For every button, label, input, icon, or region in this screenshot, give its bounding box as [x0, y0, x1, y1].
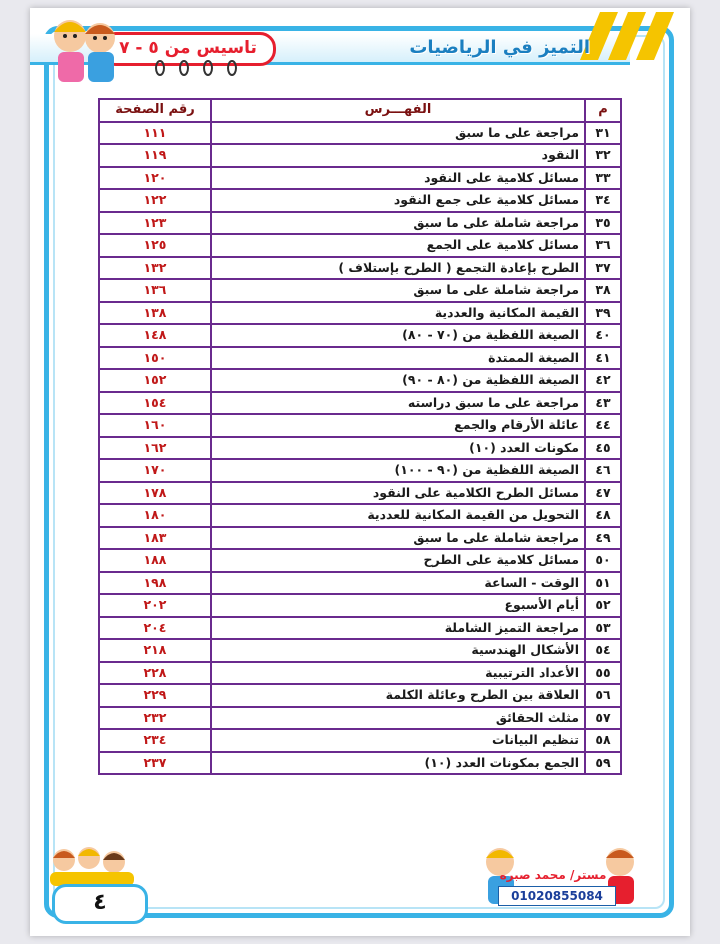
- row-topic: الجمع بمكونات العدد (١٠): [211, 752, 585, 775]
- row-topic: مثلث الحقائق: [211, 707, 585, 730]
- row-topic: القيمة المكانية والعددية: [211, 302, 585, 325]
- row-number: ٥٤: [585, 639, 621, 662]
- row-topic: مراجعة التميز الشاملة: [211, 617, 585, 640]
- row-number: ٤٩: [585, 527, 621, 550]
- table-body: [99, 122, 621, 775]
- row-page: ١٣٨: [99, 302, 211, 325]
- row-number: ٥٧: [585, 707, 621, 730]
- table-row: [99, 212, 621, 235]
- row-number: ٣١: [585, 122, 621, 145]
- row-topic: أيام الأسبوع: [211, 594, 585, 617]
- row-topic: تنظيم البيانات: [211, 729, 585, 752]
- row-page: ١٧٨: [99, 482, 211, 505]
- table-row: [99, 617, 621, 640]
- row-page: ١٦٢: [99, 437, 211, 460]
- row-page: ١١١: [99, 122, 211, 145]
- row-page: ١٥٠: [99, 347, 211, 370]
- row-number: ٤٥: [585, 437, 621, 460]
- row-number: ٥٥: [585, 662, 621, 685]
- row-topic: النقود: [211, 144, 585, 167]
- author-name: مستر/ محمد صبره: [499, 868, 607, 882]
- row-page: ١٣٢: [99, 257, 211, 280]
- row-topic: مراجعة شاملة على ما سبق: [211, 212, 585, 235]
- row-topic: مراجعة على ما سبق دراسته: [211, 392, 585, 415]
- row-number: ٣٥: [585, 212, 621, 235]
- row-number: ٤٨: [585, 504, 621, 527]
- row-page: ١٧٠: [99, 459, 211, 482]
- row-number: ٥٦: [585, 684, 621, 707]
- table-row: [99, 729, 621, 752]
- row-number: ٥٣: [585, 617, 621, 640]
- table-row: [99, 324, 621, 347]
- row-topic: مسائل كلامية على جمع النقود: [211, 189, 585, 212]
- row-number: ٣٧: [585, 257, 621, 280]
- row-number: ٥١: [585, 572, 621, 595]
- row-page: ١١٩: [99, 144, 211, 167]
- table-row: [99, 594, 621, 617]
- row-page: ١٢٠: [99, 167, 211, 190]
- kids-bottom-illustration-icon: [44, 838, 144, 888]
- table-row: [99, 347, 621, 370]
- table-row: [99, 144, 621, 167]
- book-title: التميز في الرياضيات: [409, 37, 590, 58]
- table-row: [99, 122, 621, 145]
- row-topic: مراجعة شاملة على ما سبق: [211, 527, 585, 550]
- row-topic: عائلة الأرقام والجمع: [211, 414, 585, 437]
- row-topic: الأعداد الترتيبية: [211, 662, 585, 685]
- row-number: ٥٠: [585, 549, 621, 572]
- kids-illustration-icon: [40, 8, 130, 98]
- row-page: ١٨٨: [99, 549, 211, 572]
- row-number: ٤٧: [585, 482, 621, 505]
- table-row: [99, 392, 621, 415]
- row-number: ٤٠: [585, 324, 621, 347]
- row-page: ١٣٦: [99, 279, 211, 302]
- row-page: ١٩٨: [99, 572, 211, 595]
- row-page: ٢٠٤: [99, 617, 211, 640]
- column-header-page: رقم الصفحة: [99, 99, 211, 122]
- table-row: [99, 279, 621, 302]
- table-row: [99, 189, 621, 212]
- row-topic: مراجعة شاملة على ما سبق: [211, 279, 585, 302]
- row-number: ٤١: [585, 347, 621, 370]
- row-topic: مسائل كلامية على الجمع: [211, 234, 585, 257]
- row-number: ٤٢: [585, 369, 621, 392]
- row-page: ١٨٠: [99, 504, 211, 527]
- row-number: ٣٦: [585, 234, 621, 257]
- table-row: [99, 234, 621, 257]
- row-topic: العلاقة بين الطرح وعائلة الكلمة: [211, 684, 585, 707]
- table-row: [99, 662, 621, 685]
- row-page: ١٢٥: [99, 234, 211, 257]
- row-topic: التحويل من القيمة المكانية للعددية: [211, 504, 585, 527]
- row-number: ٥٩: [585, 752, 621, 775]
- table-of-contents: [98, 98, 622, 775]
- row-number: ٣٤: [585, 189, 621, 212]
- row-page: ١٥٤: [99, 392, 211, 415]
- row-topic: مسائل كلامية على الطرح: [211, 549, 585, 572]
- table-row: [99, 369, 621, 392]
- table-row: [99, 302, 621, 325]
- table-row: [99, 459, 621, 482]
- row-number: ٣٢: [585, 144, 621, 167]
- row-topic: مسائل الطرح الكلامية على النقود: [211, 482, 585, 505]
- page-number: ٤: [52, 884, 148, 924]
- row-page: ١٤٨: [99, 324, 211, 347]
- row-topic: مراجعة على ما سبق: [211, 122, 585, 145]
- table-row: [99, 639, 621, 662]
- row-topic: الصيغة اللفظية من (٧٠ - ٨٠): [211, 324, 585, 347]
- row-page: ٢٣٤: [99, 729, 211, 752]
- table-row: [99, 482, 621, 505]
- row-number: ٥٢: [585, 594, 621, 617]
- row-page: ٢٢٨: [99, 662, 211, 685]
- row-topic: الوقت - الساعة: [211, 572, 585, 595]
- row-page: ١٥٢: [99, 369, 211, 392]
- row-topic: الصيغة اللفظية من (٨٠ - ٩٠): [211, 369, 585, 392]
- table-row: [99, 572, 621, 595]
- row-page: ٢١٨: [99, 639, 211, 662]
- table-row: [99, 414, 621, 437]
- row-page: ١٢٢: [99, 189, 211, 212]
- column-header-topic: الفهـــرس: [211, 99, 585, 122]
- row-page: ١٦٠: [99, 414, 211, 437]
- row-topic: الصيغة اللفظية من (٩٠ - ١٠٠): [211, 459, 585, 482]
- row-page: ١٨٣: [99, 527, 211, 550]
- row-number: ٤٤: [585, 414, 621, 437]
- row-page: ١٢٣: [99, 212, 211, 235]
- table-row: [99, 257, 621, 280]
- row-number: ٣٣: [585, 167, 621, 190]
- row-page: ٢٠٢: [99, 594, 211, 617]
- row-number: ٣٨: [585, 279, 621, 302]
- binder-rings-icon: [150, 58, 260, 78]
- row-page: ٢٣٧: [99, 752, 211, 775]
- row-number: ٥٨: [585, 729, 621, 752]
- table-row: [99, 752, 621, 775]
- row-topic: الطرح بإعادة التجمع ( الطرح بإستلاف ): [211, 257, 585, 280]
- row-number: ٣٩: [585, 302, 621, 325]
- column-header-number: م: [585, 99, 621, 122]
- grade-badge: تاسيس من ٥ - ٧: [100, 32, 276, 66]
- author-phone: 01020855084: [498, 886, 616, 906]
- table-row: [99, 437, 621, 460]
- table-row: [99, 684, 621, 707]
- row-page: ٢٣٢: [99, 707, 211, 730]
- table-row: [99, 707, 621, 730]
- row-topic: الصيغة الممتدة: [211, 347, 585, 370]
- table-row: [99, 549, 621, 572]
- table-row: [99, 167, 621, 190]
- row-topic: مسائل كلامية على النقود: [211, 167, 585, 190]
- table-row: [99, 527, 621, 550]
- table-row: [99, 504, 621, 527]
- row-topic: مكونات العدد (١٠): [211, 437, 585, 460]
- row-number: ٤٦: [585, 459, 621, 482]
- table-header-row: [99, 99, 621, 122]
- row-page: ٢٢٩: [99, 684, 211, 707]
- row-number: ٤٣: [585, 392, 621, 415]
- row-topic: الأشكال الهندسية: [211, 639, 585, 662]
